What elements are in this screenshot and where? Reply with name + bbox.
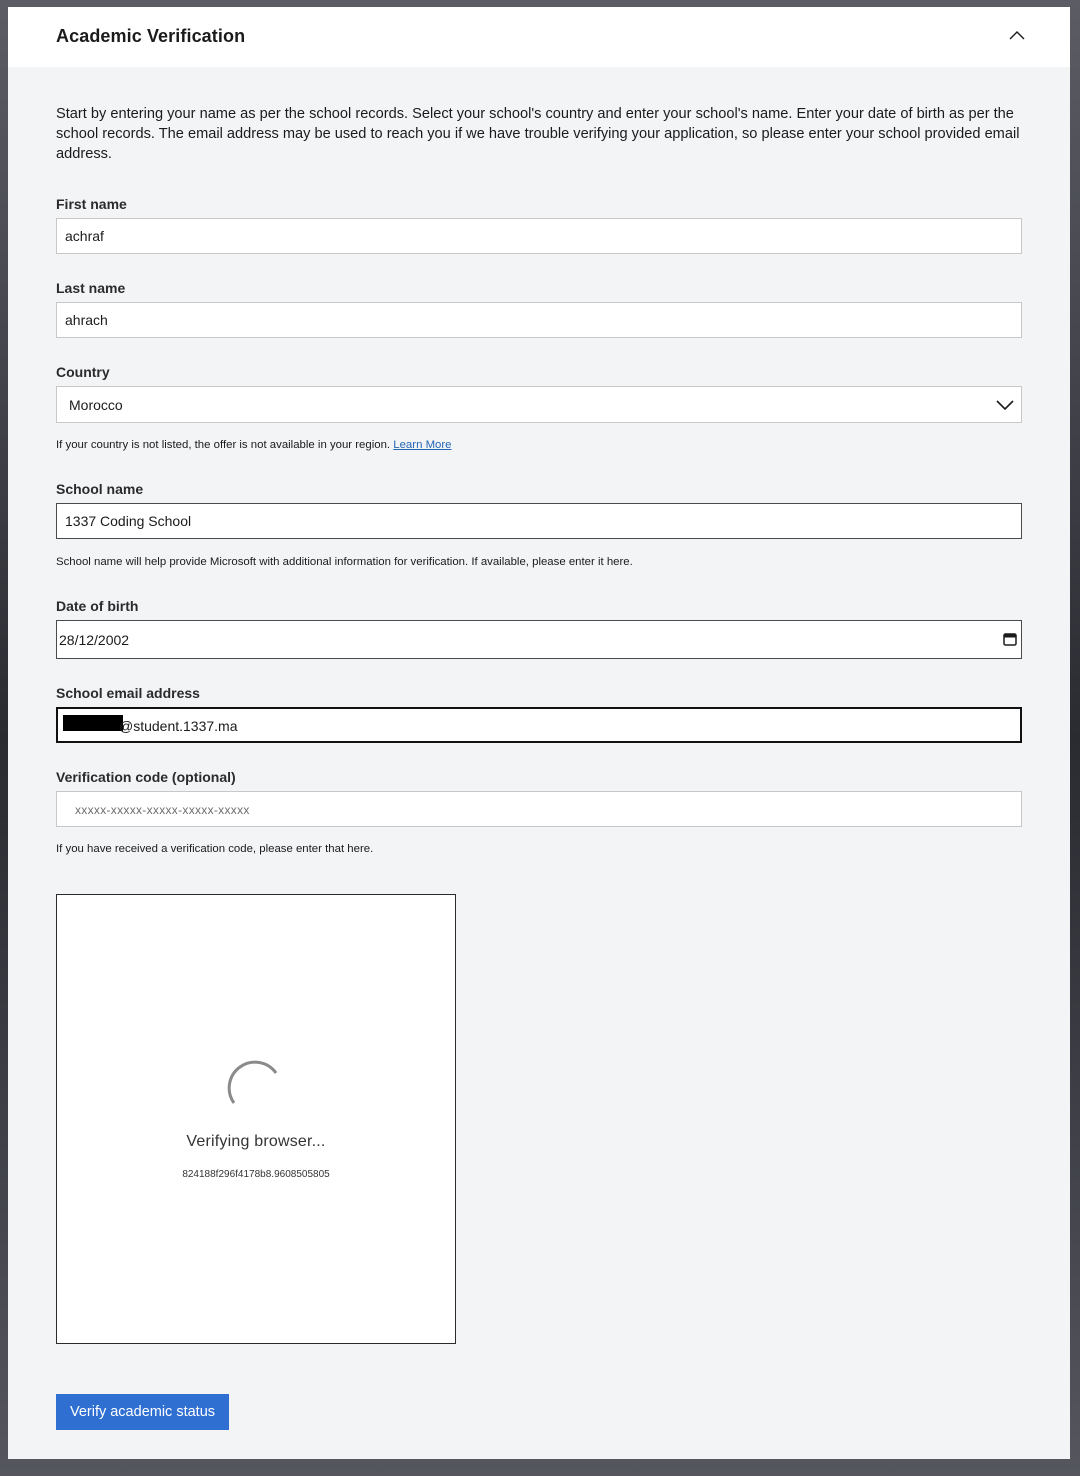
academic-verification-panel xyxy=(8,7,1070,1459)
verify-academic-status-button[interactable]: Verify academic status xyxy=(56,1394,229,1430)
country-help xyxy=(56,439,452,451)
redacted-email-username xyxy=(63,715,123,731)
panel-title: Academic Verification xyxy=(56,26,246,46)
verification-code-input[interactable] xyxy=(56,791,1022,827)
country-label: Country xyxy=(56,364,110,380)
browser-verification-frame[interactable] xyxy=(56,894,456,1344)
panel-header[interactable] xyxy=(8,7,1070,67)
school-email-label: School email address xyxy=(56,685,200,701)
intro-text: Start by entering your name as per the school records. Select your school's country and enter your school's name. Enter your date of birth as per the school records. The email address may be used to reach you if we have trouble verifying your application, so please enter your school provided email address. xyxy=(56,106,1020,162)
date-of-birth-label: Date of birth xyxy=(56,598,139,614)
verification-code-help: If you have received a verification code, please enter that here. xyxy=(56,843,374,855)
first-name-input[interactable] xyxy=(56,218,1022,254)
date-of-birth-input[interactable] xyxy=(56,620,1022,659)
country-help-text: If your country is not listed, the offer is not available in your region. xyxy=(56,439,391,451)
first-name-label: First name xyxy=(56,196,127,212)
verifying-status-text: Verifying browser... xyxy=(186,1133,326,1150)
school-email-input[interactable] xyxy=(56,707,1022,743)
country-selected-value: Morocco xyxy=(69,397,123,413)
learn-more-link[interactable]: Learn More xyxy=(393,439,452,451)
chevron-up-icon[interactable] xyxy=(1008,27,1026,45)
country-select[interactable] xyxy=(56,386,1022,423)
school-name-input[interactable] xyxy=(56,503,1022,539)
school-name-help: School name will help provide Microsoft with additional information for verification. If available, please enter it here. xyxy=(56,556,633,568)
verification-code-label: Verification code (optional) xyxy=(56,769,236,785)
form-content xyxy=(56,67,1022,1420)
chevron-down-icon xyxy=(995,395,1015,415)
challenge-ray-id: 824188f296f4178b8.9608505805 xyxy=(182,1169,330,1180)
last-name-input[interactable] xyxy=(56,302,1022,338)
calendar-icon[interactable] xyxy=(1003,632,1017,646)
school-email-domain: @student.1337.ma xyxy=(119,718,238,734)
date-of-birth-value: 28/12/2002 xyxy=(59,632,130,648)
loading-spinner-icon xyxy=(226,1057,282,1113)
last-name-label: Last name xyxy=(56,280,126,296)
school-name-label: School name xyxy=(56,481,144,497)
